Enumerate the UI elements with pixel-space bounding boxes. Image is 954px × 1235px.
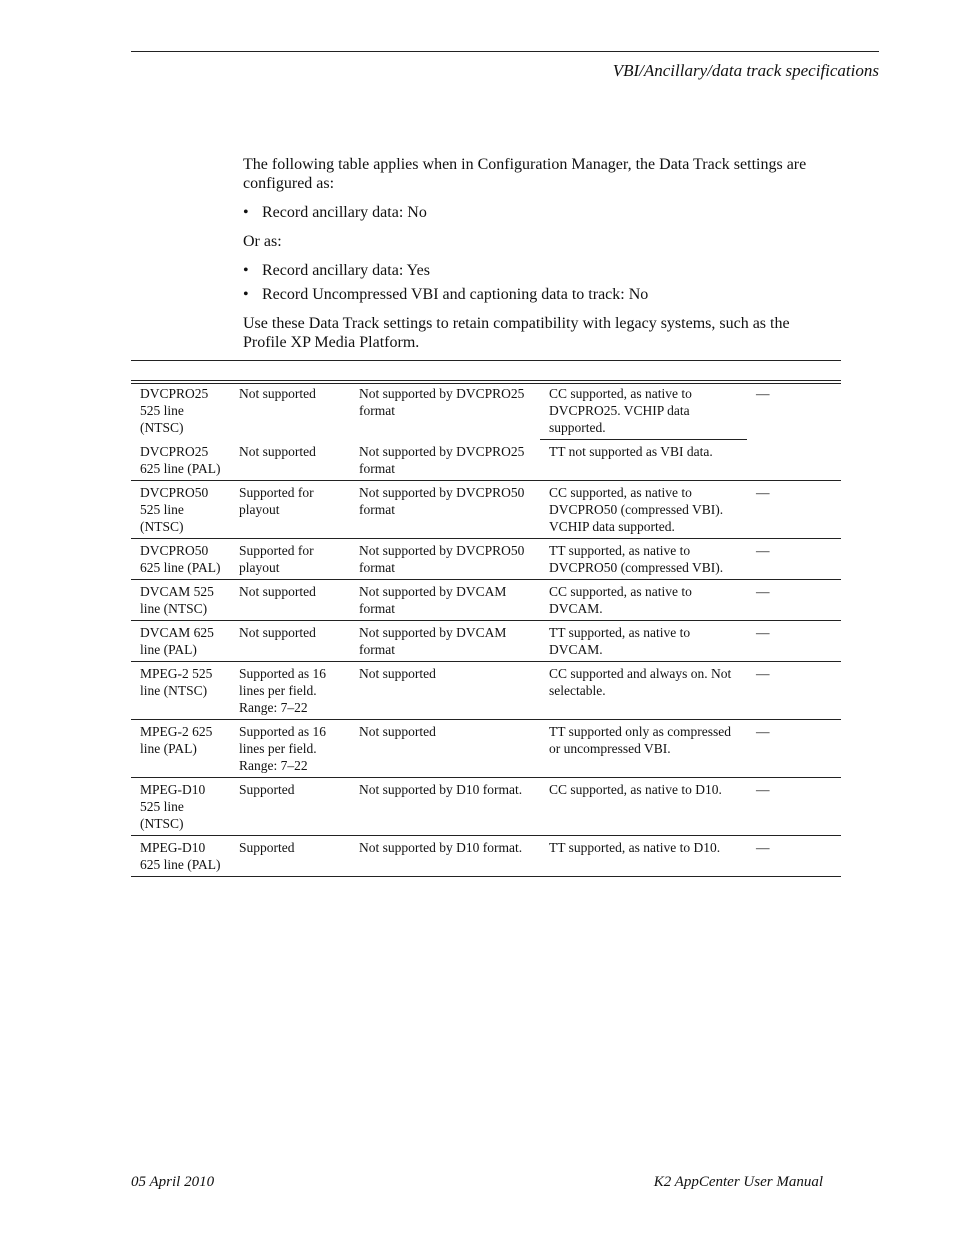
table-cell: — [747, 719, 841, 777]
table-cell: Supported for playout [230, 538, 350, 579]
header-rule [131, 51, 879, 52]
table-cell: — [756, 386, 770, 401]
intro-section [243, 155, 833, 362]
table-cell: Not supported [239, 386, 316, 401]
bullet-list-1 [243, 203, 833, 222]
running-title: VBI/Ancillary/data track specifications [612, 61, 879, 80]
bullet-item: • Record ancillary data: Yes [243, 262, 430, 279]
format-cell: MPEG-2 625 line (PAL) [131, 719, 230, 777]
table-row [131, 661, 841, 719]
intro-paragraph-2: Or as: [243, 233, 282, 250]
bullet-glyph: • [243, 204, 249, 221]
intro-paragraph-3: Use these Data Track settings to retain compatibility with legacy systems, such as the Profile XP Media Platform. [243, 315, 790, 351]
table-row [131, 538, 841, 579]
table-cell: Not supported by DVCAM format [350, 579, 540, 620]
table-cell: — [747, 620, 841, 661]
table-cell: Supported [230, 835, 350, 876]
table-cell: Not supported [230, 620, 350, 661]
table-cell: — [747, 480, 841, 538]
format-cell: DVCPRO25 525 line (NTSC) [140, 386, 209, 435]
table-cell: TT supported only as compressed or uncompressed VBI. [540, 719, 747, 777]
table-cell: TT not supported as VBI data. [540, 440, 747, 481]
table-cell: CC supported, as native to DVCPRO50 (compressed VBI). VCHIP data supported. [540, 480, 747, 538]
table-cell: CC supported, as native to DVCAM. [540, 579, 747, 620]
table-cell: Not supported [230, 440, 350, 481]
table-cell: CC supported and always on. Not selectable. [540, 661, 747, 719]
table-cell: — [747, 579, 841, 620]
table-cell: TT supported, as native to DVCAM. [540, 620, 747, 661]
table-cell: Supported [230, 777, 350, 835]
table-row [131, 480, 841, 538]
table-cell: Not supported by DVCPRO25 format [350, 440, 540, 481]
format-cell: DVCAM 525 line (NTSC) [131, 579, 230, 620]
table-cell: Not supported [350, 719, 540, 777]
table-row [131, 835, 841, 876]
table-cell: TT supported, as native to DVCPRO50 (compressed VBI). [540, 538, 747, 579]
table-header-rule [131, 380, 841, 381]
table-cell: Not supported by DVCPRO50 format [350, 538, 540, 579]
table-cell: — [747, 777, 841, 835]
table-cell: CC supported, as native to DVCPRO25. VCHIP data supported. [540, 382, 747, 440]
table-cell: Not supported by DVCPRO25 format [359, 386, 525, 418]
table-cell: Supported as 16 lines per field. Range: 7–22 [230, 719, 350, 777]
bullet-glyph: • [243, 262, 249, 279]
table-cell: — [747, 661, 841, 719]
format-cell: DVCAM 625 line (PAL) [131, 620, 230, 661]
intro-paragraph-1: The following table applies when in Configuration Manager, the Data Track settings are configured as: [243, 156, 807, 192]
format-cell: DVCPRO50 525 line (NTSC) [131, 480, 230, 538]
table-row [131, 777, 841, 835]
table-cell: TT supported, as native to D10. [540, 835, 747, 876]
bullet-item: • Record Uncompressed VBI and captioning data to track: No [243, 286, 649, 303]
table-cell: Not supported by D10 format. [350, 777, 540, 835]
footer-manual-title: K2 AppCenter User Manual [653, 1174, 823, 1190]
table-row [131, 719, 841, 777]
bullet-list-2 [243, 261, 833, 304]
table-cell: Not supported [230, 579, 350, 620]
table-row [131, 440, 841, 481]
table-cell [747, 440, 841, 481]
bullet-item: • Record ancillary data: No [243, 204, 427, 221]
table-cell: Not supported [350, 661, 540, 719]
table-cell: CC supported, as native to D10. [540, 777, 747, 835]
table-cell: — [747, 538, 841, 579]
table-row [131, 579, 841, 620]
table-cell: Supported as 16 lines per field. Range: 7–22 [230, 661, 350, 719]
table-row [131, 620, 841, 661]
table-row [131, 382, 841, 440]
format-cell: MPEG-D10 525 line (NTSC) [131, 777, 230, 835]
table-top-rule [131, 360, 841, 361]
format-cell: DVCPRO50 625 line (PAL) [131, 538, 230, 579]
format-cell: MPEG-D10 625 line (PAL) [131, 835, 230, 876]
format-cell: DVCPRO25 625 line (PAL) [131, 440, 230, 481]
bullet-glyph: • [243, 286, 249, 303]
table-cell: Not supported by DVCAM format [350, 620, 540, 661]
footer-date: 05 April 2010 [131, 1174, 215, 1190]
table-cell: — [747, 835, 841, 876]
format-cell: MPEG-2 525 line (NTSC) [131, 661, 230, 719]
spec-table [131, 382, 841, 877]
table-cell: Supported for playout [230, 480, 350, 538]
table-cell: Not supported by DVCPRO50 format [350, 480, 540, 538]
table-cell: Not supported by D10 format. [350, 835, 540, 876]
